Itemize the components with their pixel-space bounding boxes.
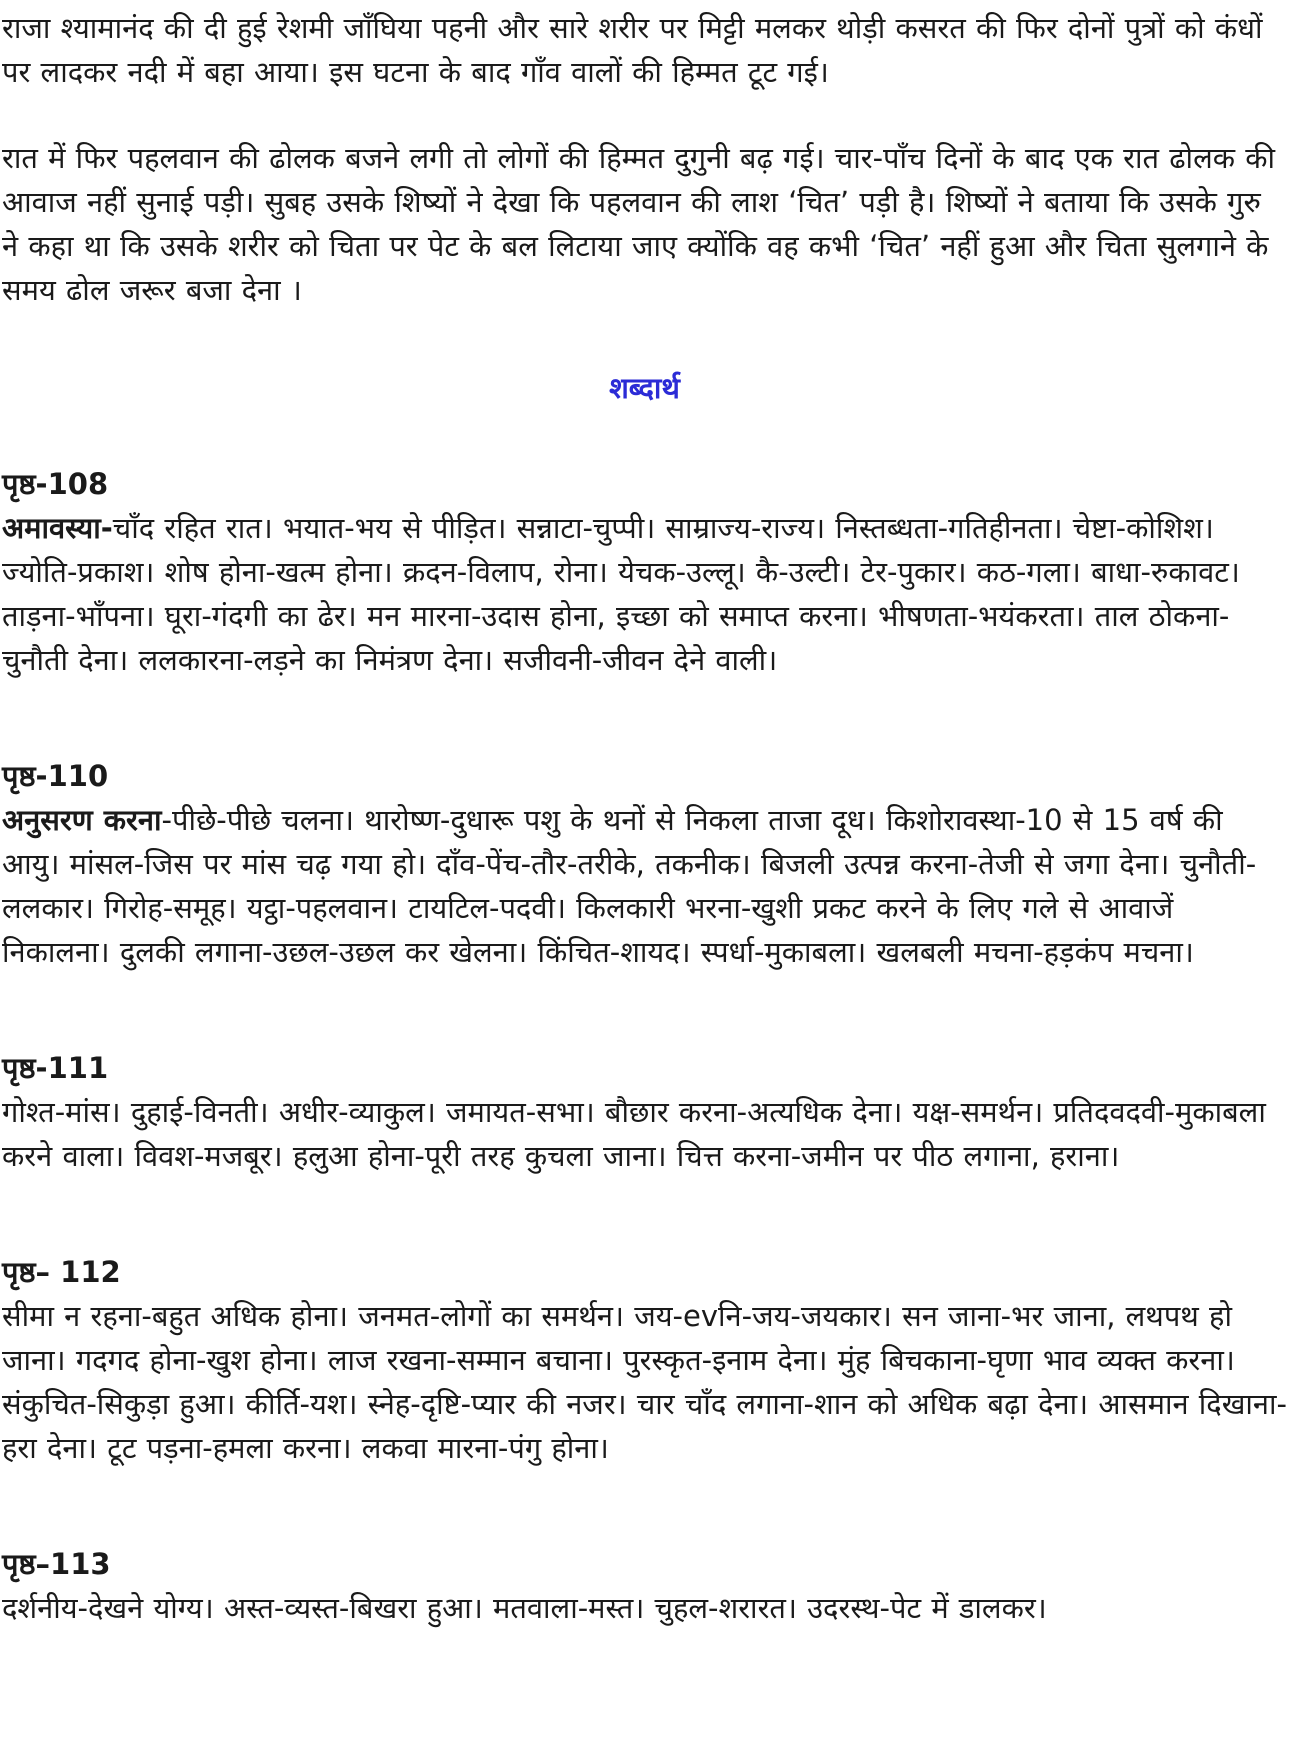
glossary-section-108 [2, 462, 1287, 682]
section-body [2, 1586, 1287, 1630]
section-text: सीमा न रहना-बहुत अधिक होना। जनमत-लोगों का समर्थन। जय-evनि-जय-जयकार। सन जाना-भर जाना, लथपथ हो जाना। गदगद होना-खुश होना। लाज रखना-सम्मान बचाना। पुरस्कृत-इनाम देना। मुंह बिचकाना-घृणा भाव व्यक्त करना। संकुचित-सिकुड़ा हुआ। कीर्ति-यश। स्नेह-दृष्टि-प्यार की नजर। चार चाँद लगाना-शान को अधिक बढ़ा देना। आसमान दिखाना-हरा देना। टूट पड़ना-हमला करना। लकवा मारना-पंगु होना। [2, 1299, 1287, 1465]
glossary-section-112 [2, 1250, 1287, 1470]
glossary-heading: शब्दार्थ [609, 371, 680, 405]
glossary-section-113 [2, 1542, 1287, 1630]
story-paragraph-1: राजा श्यामानंद की दी हुई रेशमी जाँघिया पहनी और सारे शरीर पर मिट्टी मलकर थोड़ी कसरत की फिर दोनों पुत्रों को कंधों पर लादकर नदी में बहा आया। इस घटना के बाद गाँव वालों की हिम्मत टूट गई। [2, 11, 1263, 89]
section-title: पृष्ठ–113 [2, 1547, 111, 1581]
section-text: चाँद रहित रात। भयात-भय से पीड़ित। सन्नाटा-चुप्पी। साम्राज्य-राज्य। निस्तब्धता-गतिहीनता। चेष्टा-कोशिश। ज्योति-प्रकाश। शोष होना-खत्म होना। क्रदन-विलाप, रोना। येचक-उल्लू। कै-उल्टी। टेर-पुकार। कठ-गला। बाधा-रुकावट। ताड़ना-भाँपना। घूरा-गंदगी का ढेर। मन मारना-उदास होना, इच्छा को समाप्त करना। भीषणता-भयंकरता। ताल ठोकना-चुनौती देना। ललकारना-लड़ने का निमंत्रण देना। सजीवनी-जीवन देने वाली। [2, 511, 1240, 677]
lead-term: अनुसरण करना [2, 803, 162, 837]
section-body [2, 798, 1287, 974]
glossary-section-110 [2, 754, 1287, 974]
lead-term: अमावस्या- [2, 511, 113, 545]
section-body [2, 506, 1287, 682]
story-paragraph-2: रात में फिर पहलवान की ढोलक बजने लगी तो लोगों की हिम्मत दुगुनी बढ़ गई। चार-पाँच दिनों के बाद एक रात ढोलक की आवाज नहीं सुनाई पड़ी। सुबह उसके शिष्यों ने देखा कि पहलवान की लाश ‘चित’ पड़ी है। शिष्यों ने बताया कि उसके गुरु ने कहा था कि उसके शरीर को चिता पर पेट के बल लिटाया जाए क्योंकि वह कभी ‘चित’ नहीं हुआ और चिता सुलगाने के समय ढोल जरूर बजा देना । [2, 141, 1276, 307]
section-text: -पीछे-पीछे चलना। थारोष्ण-दुधारू पशु के थनों से निकला ताजा दूध। किशोरावस्था-10 से 15 वर्ष की आयु। मांसल-जिस पर मांस चढ़ गया हो। दाँव-पेंच-तौर-तरीके, तकनीक। बिजली उत्पन्न करना-तेजी से जगा देना। चुनौती-ललकार। गिरोह-समूह। यट्ठा-पहलवान। टायटिल-पदवी। किलकारी भरना-खुशी प्रकट करने के लिए गले से आवाजें निकालना। दुलकी लगाना-उछल-उछल कर खेलना। किंचित-शायद। स्पर्धा-मुकाबला। खलबली मचना-हड़कंप मचना। [2, 803, 1257, 969]
section-title: पृष्ठ-110 [2, 759, 109, 793]
section-body [2, 1090, 1287, 1178]
section-title: पृष्ठ-108 [2, 467, 109, 501]
section-title: पृष्ठ-111 [2, 1051, 109, 1085]
section-text: गोश्त-मांस। दुहाई-विनती। अधीर-व्याकुल। जमायत-सभा। बौछार करना-अत्यधिक देना। यक्ष-समर्थन। प्रतिदवदवी-मुकाबला करने वाला। विवश-मजबूर। हलुआ होना-पूरी तरह कुचला जाना। चित्त करना-जमीन पर पीठ लगाना, हराना। [2, 1095, 1266, 1173]
section-body [2, 1294, 1287, 1470]
section-text: दर्शनीय-देखने योग्य। अस्त-व्यस्त-बिखरा हुआ। मतवाला-मस्त। चुहल-शरारत। उदरस्थ-पेट में डालकर। [2, 1591, 1047, 1625]
glossary-section-111 [2, 1046, 1287, 1178]
section-title: पृष्ठ– 112 [2, 1255, 121, 1289]
